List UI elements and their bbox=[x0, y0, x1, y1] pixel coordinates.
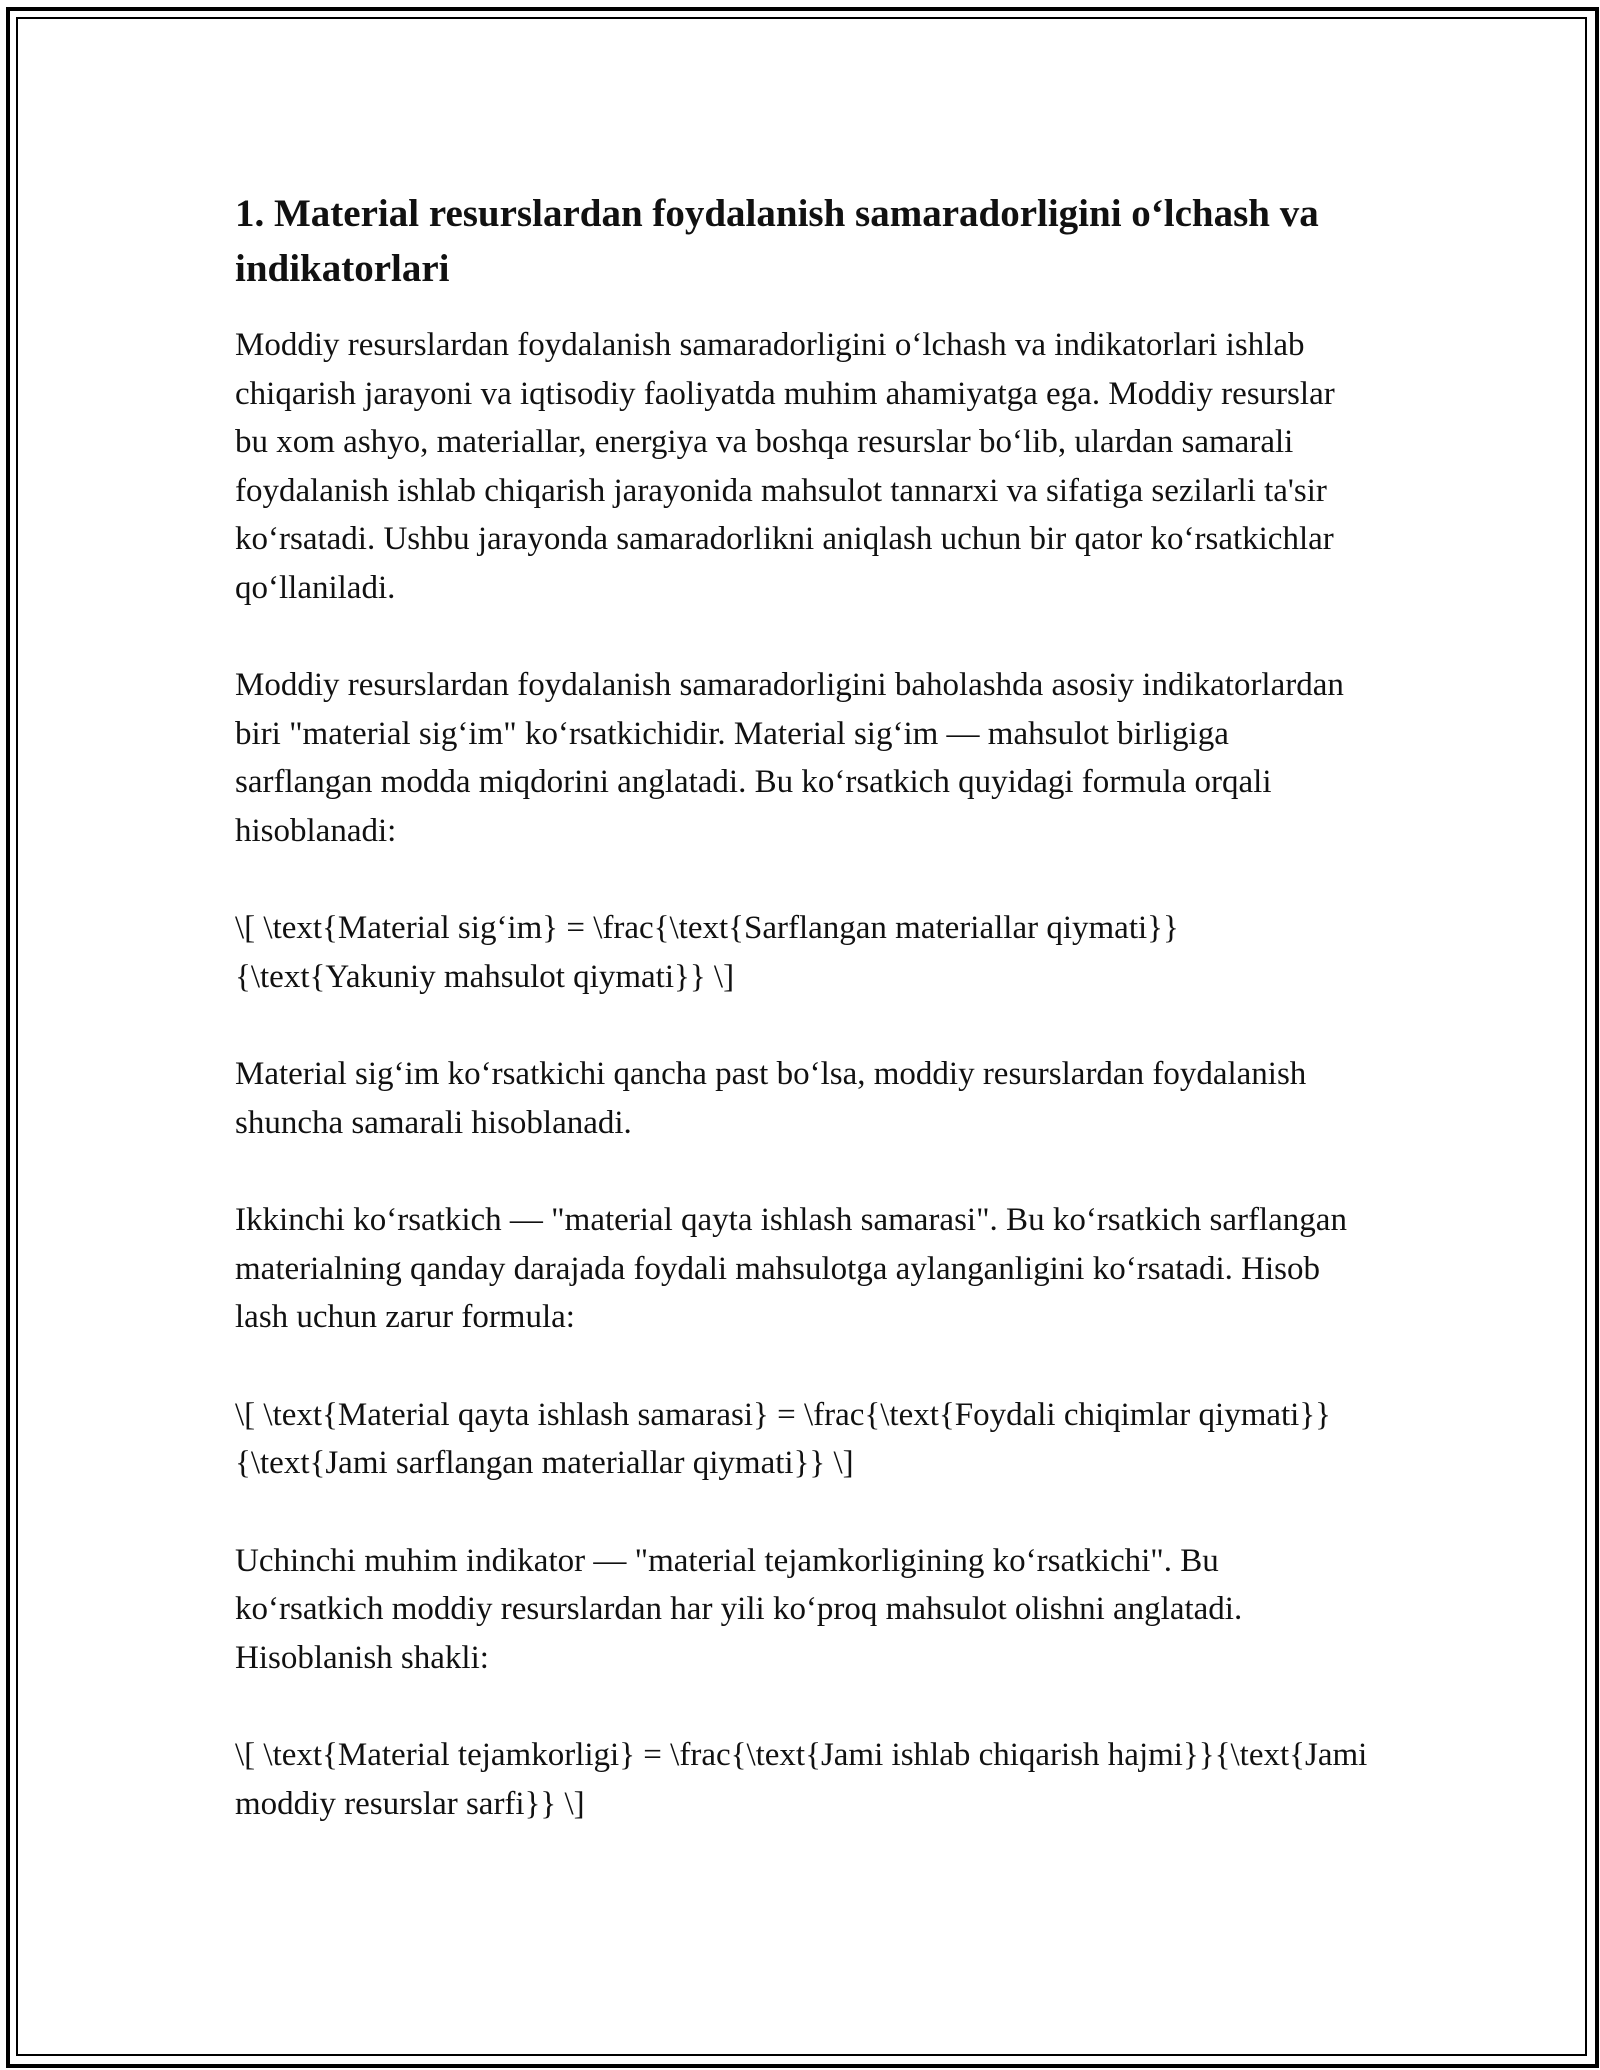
formula-material-saving: \[ \text{Material tejamkorligi} = \frac{\text{Jami ishlab chiqarish hajmi}}{\text{Jami moddiy resurslar sarfi}} \] bbox=[235, 1737, 1368, 1822]
paragraph-material-intensity-note: Material sig‘im ko‘rsatkichi qancha past bo‘lsa, moddiy resurslardan foydalanish shuncha samarali hisoblanadi. bbox=[235, 1056, 1307, 1141]
formula-material-intensity: \[ \text{Material sig‘im} = \frac{\text{Sarflangan materiallar qiymati}}{\text{Yakuniy mahsulot qiymati}} \] bbox=[235, 910, 1179, 995]
formula-processing-efficiency: \[ \text{Material qayta ishlash samarasi} = \frac{\text{Foydali chiqimlar qiymati}}{\text{Jami sarflangan materiallar qiymati}} \] bbox=[235, 1396, 1332, 1481]
section-title: 1. Material resurslardan foydalanish samaradorligini o‘lchash va indikatorlari bbox=[235, 192, 1319, 290]
paragraph-processing-efficiency: Ikkinchi ko‘rsatkich — "material qayta ishlash samarasi". Bu ko‘rsatkich sarflangan materialning qanday darajada foydali mahsulotga aylanganligini ko‘rsatadi. Hisob lash uchun zarur formula: bbox=[235, 1202, 1347, 1335]
paragraph-intro: Moddiy resurslardan foydalanish samaradorligini o‘lchash va indikatorlari ishlab chiqarish jarayoni va iqtisodiy faoliyatda muhim ahamiyatga ega. Moddiy resurslar bu xom ashyo, materiallar, energiya va boshqa resurslar bo‘lib, ulardan samarali foydalanish ishlab chiqarish jarayonida mahsulot tannarxi va sifatiga sezilarli ta'sir ko‘rsatadi. Ushbu jarayonda samaradorlikni aniqlash uchun bir qator ko‘rsatkichlar qo‘llaniladi. bbox=[235, 327, 1335, 606]
paragraph-material-saving: Uchinchi muhim indikator — "material tejamkorligining ko‘rsatkichi". Bu ko‘rsatkich moddiy resurslardan har yili ko‘proq mahsulot olishni anglatadi. Hisoblanish shakli: bbox=[235, 1542, 1243, 1676]
document-body bbox=[235, 186, 1370, 1877]
paragraph-material-intensity: Moddiy resurslardan foydalanish samaradorligini baholashda asosiy indikatorlardan biri "material sig‘im" ko‘rsatkichidir. Material sig‘im — mahsulot birligiga sarflangan modda miqdorini anglatadi. Bu ko‘rsatkich quyidagi formula orqali hisoblanadi: bbox=[235, 667, 1344, 849]
